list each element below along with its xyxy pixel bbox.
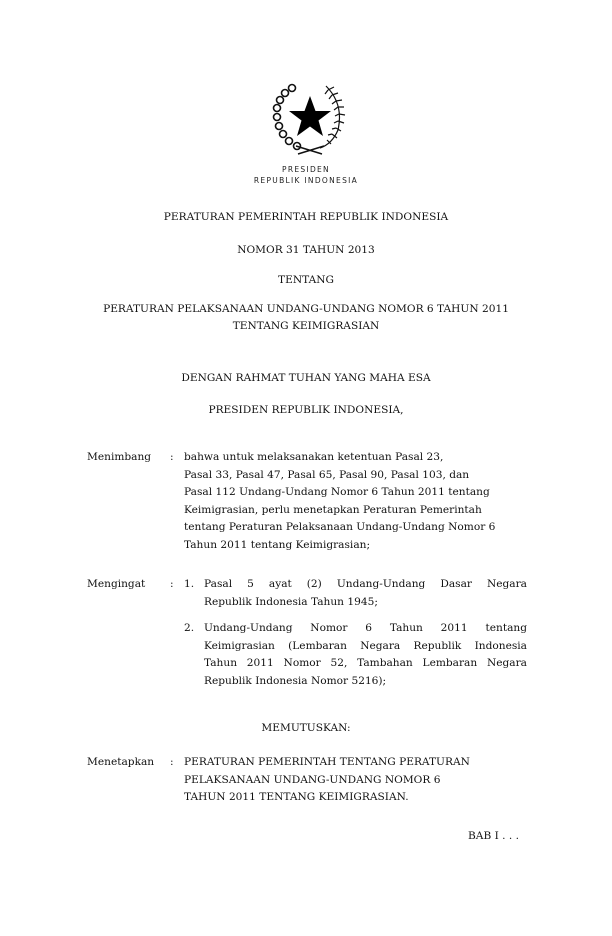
mengingat-line: Tahun 2011 Nomor 52, Tambahan Lembaran Negara — [204, 657, 527, 669]
mengingat-line: Keimigrasian (Lembaran Negara Republik Indonesia — [204, 639, 527, 652]
emblem-caption-presiden: PRESIDEN — [282, 165, 330, 174]
mengingat-line: Republik Indonesia Tahun 1945; — [204, 595, 378, 608]
title-line-1: PERATURAN PEMERINTAH REPUBLIK INDONESIA — [163, 211, 449, 223]
memutuskan-heading: MEMUTUSKAN: — [261, 722, 351, 734]
mengingat-item-number: 1. — [184, 578, 195, 590]
mengingat-line: Undang-Undang Nomor 6 Tahun 2011 tentang — [204, 622, 527, 634]
menimbang-line: bahwa untuk melaksanakan ketentuan Pasal 23, — [184, 451, 444, 463]
menetapkan-line: PERATURAN PEMERINTAH TENTANG PERATURAN — [184, 756, 470, 768]
menimbang-line: Tahun 2011 tentang Keimigrasian; — [184, 538, 371, 551]
menetapkan-line: TAHUN 2011 TENTANG KEIMIGRASIAN. — [184, 791, 409, 803]
mengingat-item-1 — [204, 576, 527, 611]
menimbang-line: Pasal 112 Undang-Undang Nomor 6 Tahun 2011 tentang — [184, 486, 490, 498]
menetapkan-label: Menetapkan — [87, 756, 155, 768]
menimbang-section — [87, 449, 527, 559]
title-subject-line-2: TENTANG KEIMIGRASIAN — [232, 320, 380, 332]
garuda-star-emblem-icon — [270, 76, 350, 156]
title-nomor: NOMOR 31 TAHUN 2013 — [237, 244, 375, 256]
menimbang-body — [184, 449, 527, 554]
mengingat-line: Pasal 5 ayat (2) Undang-Undang Dasar Negara — [204, 578, 527, 590]
emblem-caption-republik: REPUBLIK INDONESIA — [253, 176, 359, 185]
mengingat-colon: : — [170, 578, 174, 590]
mengingat-label: Mengingat — [87, 578, 146, 590]
title-subject-line-1: PERATURAN PELAKSANAAN UNDANG-UNDANG NOMOR 6 TAHUN 2011 — [103, 303, 509, 315]
mengingat-line: Republik Indonesia Nomor 5216); — [204, 674, 387, 687]
menimbang-line: Keimigrasian, perlu menetapkan Peraturan Pemerintah — [184, 503, 482, 516]
mengingat-section — [87, 576, 527, 696]
menimbang-label: Menimbang — [87, 451, 152, 463]
preamble-presiden: PRESIDEN REPUBLIK INDONESIA, — [208, 404, 404, 416]
menetapkan-body — [184, 754, 527, 807]
mengingat-item-number: 2. — [184, 622, 195, 634]
menimbang-line: tentang Peraturan Pelaksanaan Undang-Undang Nomor 6 — [184, 521, 496, 533]
menetapkan-section — [87, 754, 527, 814]
page-continuation: BAB I . . . — [468, 830, 519, 842]
mengingat-item-2 — [204, 620, 527, 690]
menetapkan-colon: : — [170, 756, 174, 768]
title-tentang: TENTANG — [278, 274, 334, 286]
menimbang-colon: : — [170, 451, 174, 463]
preamble-rahmat: DENGAN RAHMAT TUHAN YANG MAHA ESA — [181, 372, 431, 384]
menetapkan-line: PELAKSANAAN UNDANG-UNDANG NOMOR 6 — [184, 773, 441, 786]
menimbang-line: Pasal 33, Pasal 47, Pasal 65, Pasal 90, Pasal 103, dan — [184, 468, 470, 481]
